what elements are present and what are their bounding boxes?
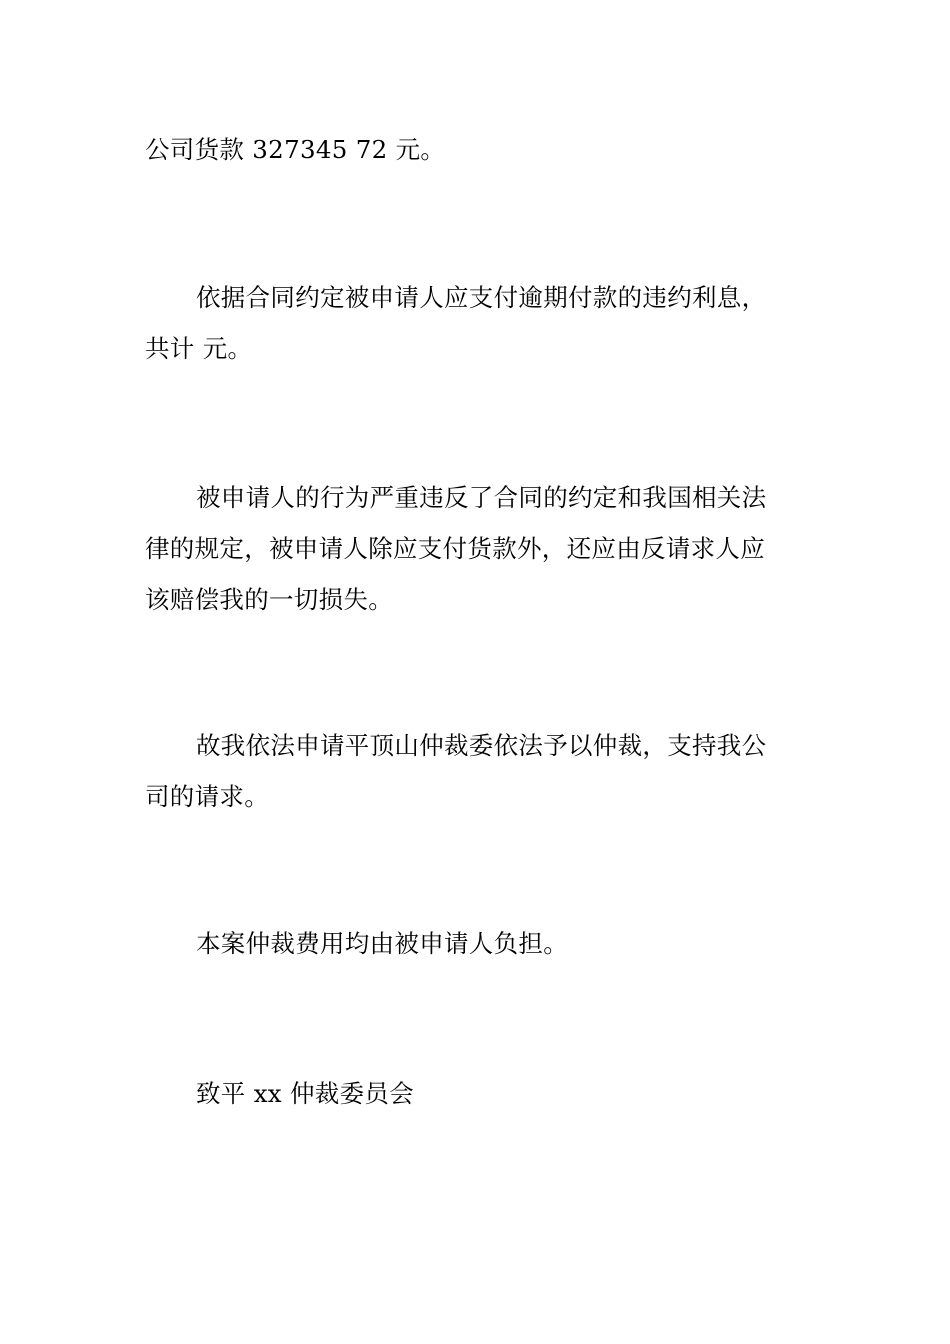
paragraph-line: 依据合同约定被申请人应支付逾期付款的违约利息， [196, 283, 767, 312]
paragraph-line: 公司货款 327345 72 元。 [145, 135, 446, 164]
paragraph-addressee [145, 1068, 810, 1119]
paragraph-late-interest [145, 272, 810, 374]
paragraph-breach [145, 472, 810, 625]
paragraph-arbitration-fees [145, 918, 810, 969]
paragraph-line: 律的规定，被申请人除应支付货款外，还应由反请求人应 [145, 534, 765, 563]
paragraph-line: 共计 元。 [145, 334, 253, 363]
paragraph-line: 司的请求。 [145, 782, 269, 811]
paragraph-line: 被申请人的行为严重违反了合同的约定和我国相关法 [196, 483, 767, 512]
paragraph-line: 致平 xx 仲裁委员会 [196, 1079, 415, 1108]
paragraph-payment-amount [145, 124, 810, 175]
paragraph-arbitration-request [145, 720, 810, 822]
paragraph-line: 该赔偿我的一切损失。 [145, 585, 393, 614]
paragraph-line: 故我依法申请平顶山仲裁委依法予以仲裁，支持我公 [196, 731, 767, 760]
paragraph-line: 本案仲裁费用均由被申请人负担。 [196, 929, 568, 958]
